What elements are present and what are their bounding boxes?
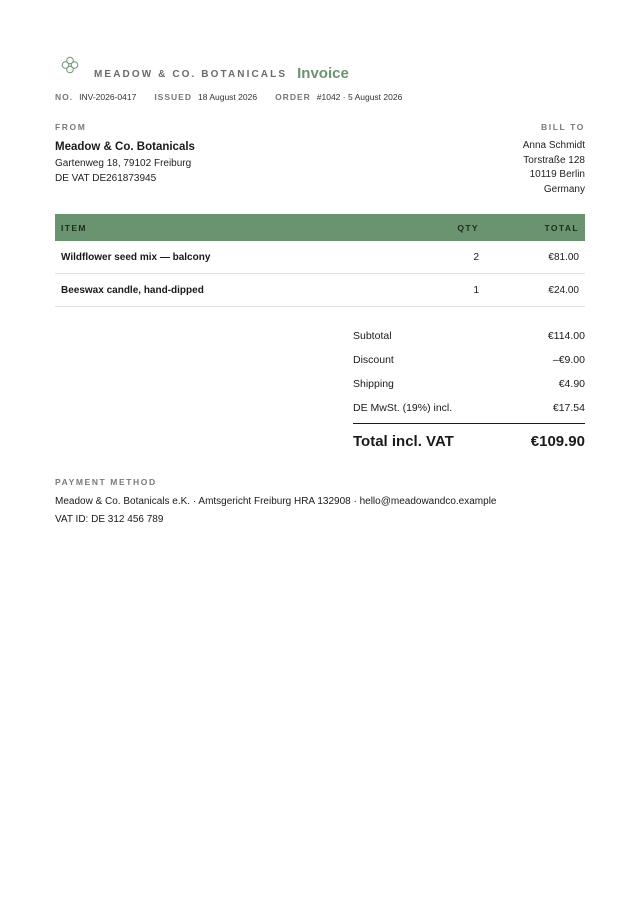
vat-id-line: VAT ID: DE 312 456 789 — [55, 514, 164, 525]
subtotal-value: €114.00 — [547, 330, 585, 342]
issued-date — [154, 92, 257, 102]
item-name: Wildflower seed mix — balcony — [55, 241, 413, 274]
grand-total-label: Total incl. VAT — [353, 433, 454, 450]
invoice-number — [55, 92, 136, 102]
item-name: Beeswax candle, hand-dipped — [55, 274, 413, 307]
seller-vat-line: DE VAT DE261873945 — [55, 173, 157, 184]
shipping-value: €4.90 — [558, 378, 585, 390]
company-footer-line: Meadow & Co. Botanicals e.K. · Amtsgericht Freiburg HRA 132908 · hello@meadowandco.example — [55, 496, 497, 507]
brand-header — [60, 53, 349, 83]
item-total: €81.00 — [483, 241, 585, 274]
discount-label: Discount — [353, 354, 394, 366]
order-value: #1042 · 5 August 2026 — [316, 92, 403, 102]
table-row — [55, 274, 585, 307]
brand-name: MEADOW & CO. BOTANICALS — [94, 69, 288, 80]
header-qty: QTY — [413, 214, 483, 241]
invoice-number-value: INV-2026-0417 — [79, 92, 137, 102]
customer-address — [325, 139, 585, 197]
customer-city: 10119 Berlin — [529, 169, 585, 180]
from-section — [55, 122, 315, 186]
header-item: ITEM — [55, 214, 413, 241]
flower-icon — [60, 55, 80, 75]
vat-value: €17.54 — [552, 402, 585, 414]
item-qty: 1 — [413, 274, 483, 307]
seller-name: Meadow & Co. Botanicals — [55, 141, 195, 153]
customer-country: Germany — [543, 183, 585, 195]
table-header-row — [55, 214, 585, 241]
subtotal-label: Subtotal — [353, 330, 392, 342]
order-label: ORDER — [275, 92, 311, 102]
document-title: Invoice — [297, 65, 349, 82]
bill-to-section — [325, 122, 585, 197]
seller-address — [55, 156, 315, 186]
discount-value: –€9.00 — [552, 354, 585, 366]
totals-divider — [353, 423, 585, 424]
customer-name: Anna Schmidt — [522, 140, 585, 151]
order-reference — [275, 92, 402, 102]
table-row — [55, 241, 585, 274]
from-label: FROM — [55, 122, 87, 132]
item-total: €24.00 — [483, 274, 585, 307]
issued-value: 18 August 2026 — [197, 92, 258, 102]
shipping-row — [353, 375, 585, 399]
vat-row — [353, 399, 585, 423]
totals-block — [353, 327, 585, 450]
payment-section — [55, 477, 585, 527]
grand-total-row — [353, 433, 585, 450]
payment-method-label: PAYMENT METHOD — [55, 477, 157, 487]
vat-label: DE MwSt. (19%) incl. — [353, 402, 453, 414]
shipping-label: Shipping — [353, 378, 394, 390]
invoice-number-label: NO. — [55, 92, 74, 102]
item-qty: 2 — [413, 241, 483, 274]
customer-street: Torstraße 128 — [523, 154, 585, 166]
issued-label: ISSUED — [154, 92, 192, 102]
line-items-table — [55, 214, 585, 307]
header-total: TOTAL — [483, 214, 585, 241]
grand-total-value: €109.90 — [530, 433, 585, 450]
invoice-meta — [55, 92, 420, 102]
discount-row — [353, 351, 585, 375]
seller-address-line: Gartenweg 18, 79102 Freiburg — [55, 158, 192, 169]
subtotal-row — [353, 327, 585, 351]
bill-to-label: BILL TO — [541, 122, 585, 132]
